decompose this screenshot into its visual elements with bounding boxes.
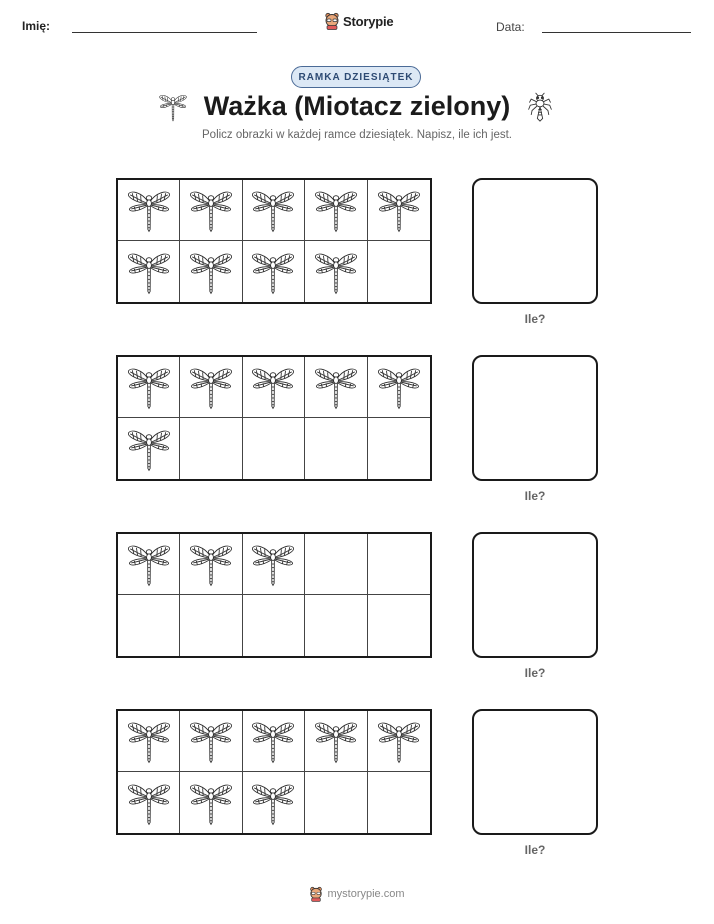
ten-frame-cell <box>118 772 180 833</box>
ten-frame-cell <box>305 595 367 656</box>
dragonfly-icon <box>126 426 172 472</box>
dragonfly-icon <box>313 718 359 764</box>
name-label: Imię: <box>22 19 51 33</box>
dragonfly-icon <box>250 364 296 410</box>
ten-frame <box>116 709 432 835</box>
dragonfly-icon <box>250 249 296 295</box>
answer-box[interactable] <box>472 709 598 835</box>
ten-frame-cell <box>368 595 430 656</box>
dragonfly-icon <box>313 249 359 295</box>
dragonfly-icon <box>313 364 359 410</box>
dragonfly-icon <box>376 718 422 764</box>
ten-frame-cell <box>305 180 367 241</box>
ten-frame <box>116 532 432 658</box>
ten-frame-cell <box>180 357 242 418</box>
ten-frame-cell <box>305 241 367 302</box>
brand-logo <box>324 12 393 30</box>
ten-frame-cell <box>180 180 242 241</box>
ten-frame-cell <box>243 357 305 418</box>
name-field-line[interactable] <box>72 32 257 33</box>
dragonfly-icon <box>188 718 234 764</box>
ten-frame-cell <box>180 418 242 479</box>
dragonfly-icon <box>376 364 422 410</box>
ten-frame-cell <box>368 711 430 772</box>
answer-label: Ile? <box>524 843 546 857</box>
ten-frame <box>116 355 432 481</box>
ten-frame-cell <box>305 418 367 479</box>
ten-frame-cell <box>118 241 180 302</box>
dragonfly-icon <box>126 541 172 587</box>
dragonfly-icon <box>188 187 234 233</box>
ten-frame-cell <box>243 711 305 772</box>
ten-frame-cell <box>180 241 242 302</box>
ten-frame-cell <box>243 534 305 595</box>
dragonfly-icon <box>126 364 172 410</box>
ten-frame-cell <box>305 357 367 418</box>
ten-frame-cell <box>180 595 242 656</box>
dragonfly-icon <box>250 541 296 587</box>
dragonfly-icon <box>188 541 234 587</box>
date-label: Data: <box>496 20 525 34</box>
storypie-mascot-icon <box>309 886 323 902</box>
ten-frame-cell <box>368 180 430 241</box>
ten-frame-cell <box>243 595 305 656</box>
dragonfly-icon <box>250 187 296 233</box>
ten-frame-cell <box>368 534 430 595</box>
dragonfly-icon <box>376 187 422 233</box>
ten-frame-cell <box>243 772 305 833</box>
ten-frame-cell <box>118 534 180 595</box>
ten-frame-cell <box>118 711 180 772</box>
answer-box[interactable] <box>472 178 598 304</box>
footer <box>0 886 714 902</box>
dragonfly-icon <box>250 780 296 826</box>
ten-frame-cell <box>305 534 367 595</box>
answer-box[interactable] <box>472 532 598 658</box>
ten-frame-cell <box>305 772 367 833</box>
dragonfly-icon <box>126 718 172 764</box>
answer-label: Ile? <box>524 489 546 503</box>
answer-box[interactable] <box>472 355 598 481</box>
dragonfly-icon <box>188 780 234 826</box>
dragonfly-icon <box>126 780 172 826</box>
ten-frame-cell <box>368 418 430 479</box>
ten-frame-cell <box>368 357 430 418</box>
ten-frame-cell <box>118 595 180 656</box>
storypie-mascot-icon <box>324 12 340 30</box>
answer-label: Ile? <box>524 666 546 680</box>
instructions: Policz obrazki w każdej ramce dziesiątek. Napisz, ile ich jest. <box>202 129 512 141</box>
page-title: Ważka (Miotacz zielony) <box>203 91 511 121</box>
dragonfly-icon <box>126 187 172 233</box>
dragonfly-icon <box>126 249 172 295</box>
dragonfly-icon <box>188 364 234 410</box>
date-field-line[interactable] <box>542 32 691 33</box>
answer-label: Ile? <box>524 312 546 326</box>
ten-frame-cell <box>368 772 430 833</box>
ten-frame-cell <box>243 418 305 479</box>
dragonfly-icon <box>188 249 234 295</box>
dragonfly-icon <box>250 718 296 764</box>
nymph-icon <box>526 92 554 122</box>
ten-frame-cell <box>118 357 180 418</box>
ten-frame-cell <box>118 418 180 479</box>
brand-name: Storypie <box>343 13 394 29</box>
dragonfly-icon <box>313 187 359 233</box>
ten-frame-cell <box>118 180 180 241</box>
ten-frame-cell <box>243 180 305 241</box>
ten-frame-cell <box>305 711 367 772</box>
ten-frame-cell <box>180 772 242 833</box>
ten-frame-cell <box>180 711 242 772</box>
ten-frame-cell <box>180 534 242 595</box>
worksheet-type-badge: RAMKA DZIESIĄTEK <box>291 66 421 88</box>
ten-frame <box>116 178 432 304</box>
footer-url: mystorypie.com <box>327 888 405 900</box>
ten-frame-cell <box>243 241 305 302</box>
ten-frame-cell <box>368 241 430 302</box>
